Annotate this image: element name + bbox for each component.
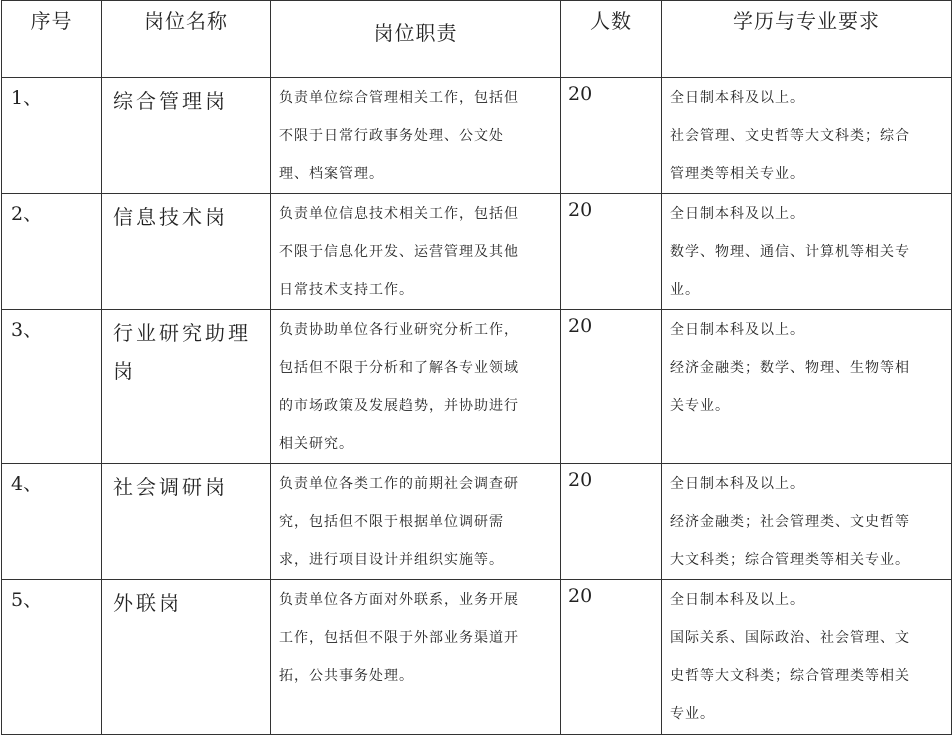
position-duty [271,78,561,194]
position-name [102,310,271,464]
position-name-line: 行业研究助理 [113,321,251,345]
education-requirement-line: 国际关系、国际政治、社会管理、文 [670,630,910,646]
position-duty [271,580,561,735]
education-requirement-line: 专业。 [670,706,715,722]
position-duty-line: 包括但不限于分析和了解各专业领域 [279,360,519,376]
header-position-name: 岗位名称 [102,1,271,78]
position-duty-line: 相关研究。 [279,436,354,452]
position-duty [271,464,561,580]
education-requirement-line: 大文科类；综合管理类等相关专业。 [670,552,910,568]
row-index: 2、 [2,194,102,310]
headcount: 20 [561,464,662,580]
table-row [2,580,952,735]
education-requirement-line: 经济金融类；数学、物理、生物等相 [670,360,910,376]
row-index: 4、 [2,464,102,580]
education-requirement-line: 数学、物理、通信、计算机等相关专 [670,244,910,260]
table-row [2,310,952,464]
position-name: 社会调研岗 [102,464,271,580]
header-row [2,1,952,78]
education-requirement [662,194,952,310]
table-row [2,194,952,310]
education-requirement-line: 管理类等相关专业。 [670,166,805,182]
education-requirement [662,78,952,194]
position-duty-line: 不限于信息化开发、运营管理及其他 [279,244,519,260]
headcount: 20 [561,78,662,194]
position-name: 外联岗 [102,580,271,735]
header-index: 序号 [2,1,102,78]
education-requirement [662,464,952,580]
position-duty-line: 负责单位信息技术相关工作，包括但 [279,206,519,222]
position-duty-line: 负责单位各方面对外联系，业务开展 [279,592,519,608]
education-requirement-line: 全日制本科及以上。 [670,206,805,222]
education-requirement-line: 全日制本科及以上。 [670,322,805,338]
position-duty-line: 负责单位各类工作的前期社会调查研 [279,476,519,492]
headcount: 20 [561,194,662,310]
position-duty-line: 负责单位综合管理相关工作，包括但 [279,90,519,106]
header-duty: 岗位职责 [271,1,561,78]
position-duty-line: 工作，包括但不限于外部业务渠道开 [279,630,519,646]
education-requirement [662,580,952,735]
position-duty-line: 理、档案管理。 [279,166,384,182]
row-index: 1、 [2,78,102,194]
education-requirement-line: 全日制本科及以上。 [670,592,805,608]
education-requirement-line: 全日制本科及以上。 [670,90,805,106]
row-index: 5、 [2,580,102,735]
table-row [2,464,952,580]
position-duty-line: 负责协助单位各行业研究分析工作， [279,322,519,338]
position-duty-line: 日常技术支持工作。 [279,282,414,298]
position-name: 信息技术岗 [102,194,271,310]
position-duty-line: 拓，公共事务处理。 [279,668,414,684]
table-body [2,78,952,735]
education-requirement-line: 史哲等大文科类；综合管理类等相关 [670,668,910,684]
education-requirement-line: 关专业。 [670,398,730,414]
positions-table [1,0,952,735]
headcount: 20 [561,580,662,735]
education-requirement-line: 社会管理、文史哲等大文科类；综合 [670,128,910,144]
education-requirement-line: 经济金融类；社会管理类、文史哲等 [670,514,910,530]
header-requirement: 学历与专业要求 [662,1,952,78]
position-name-line: 岗 [113,359,136,383]
position-duty [271,310,561,464]
education-requirement-line: 全日制本科及以上。 [670,476,805,492]
position-duty [271,194,561,310]
position-duty-line: 不限于日常行政事务处理、公文处 [279,128,504,144]
header-count: 人数 [561,1,662,78]
education-requirement-line: 业。 [670,282,700,298]
education-requirement [662,310,952,464]
row-index: 3、 [2,310,102,464]
position-duty-line: 的市场政策及发展趋势，并协助进行 [279,398,519,414]
table-row [2,78,952,194]
position-duty-line: 究，包括但不限于根据单位调研需 [279,514,504,530]
headcount: 20 [561,310,662,464]
position-name: 综合管理岗 [102,78,271,194]
position-duty-line: 求，进行项目设计并组织实施等。 [279,552,504,568]
